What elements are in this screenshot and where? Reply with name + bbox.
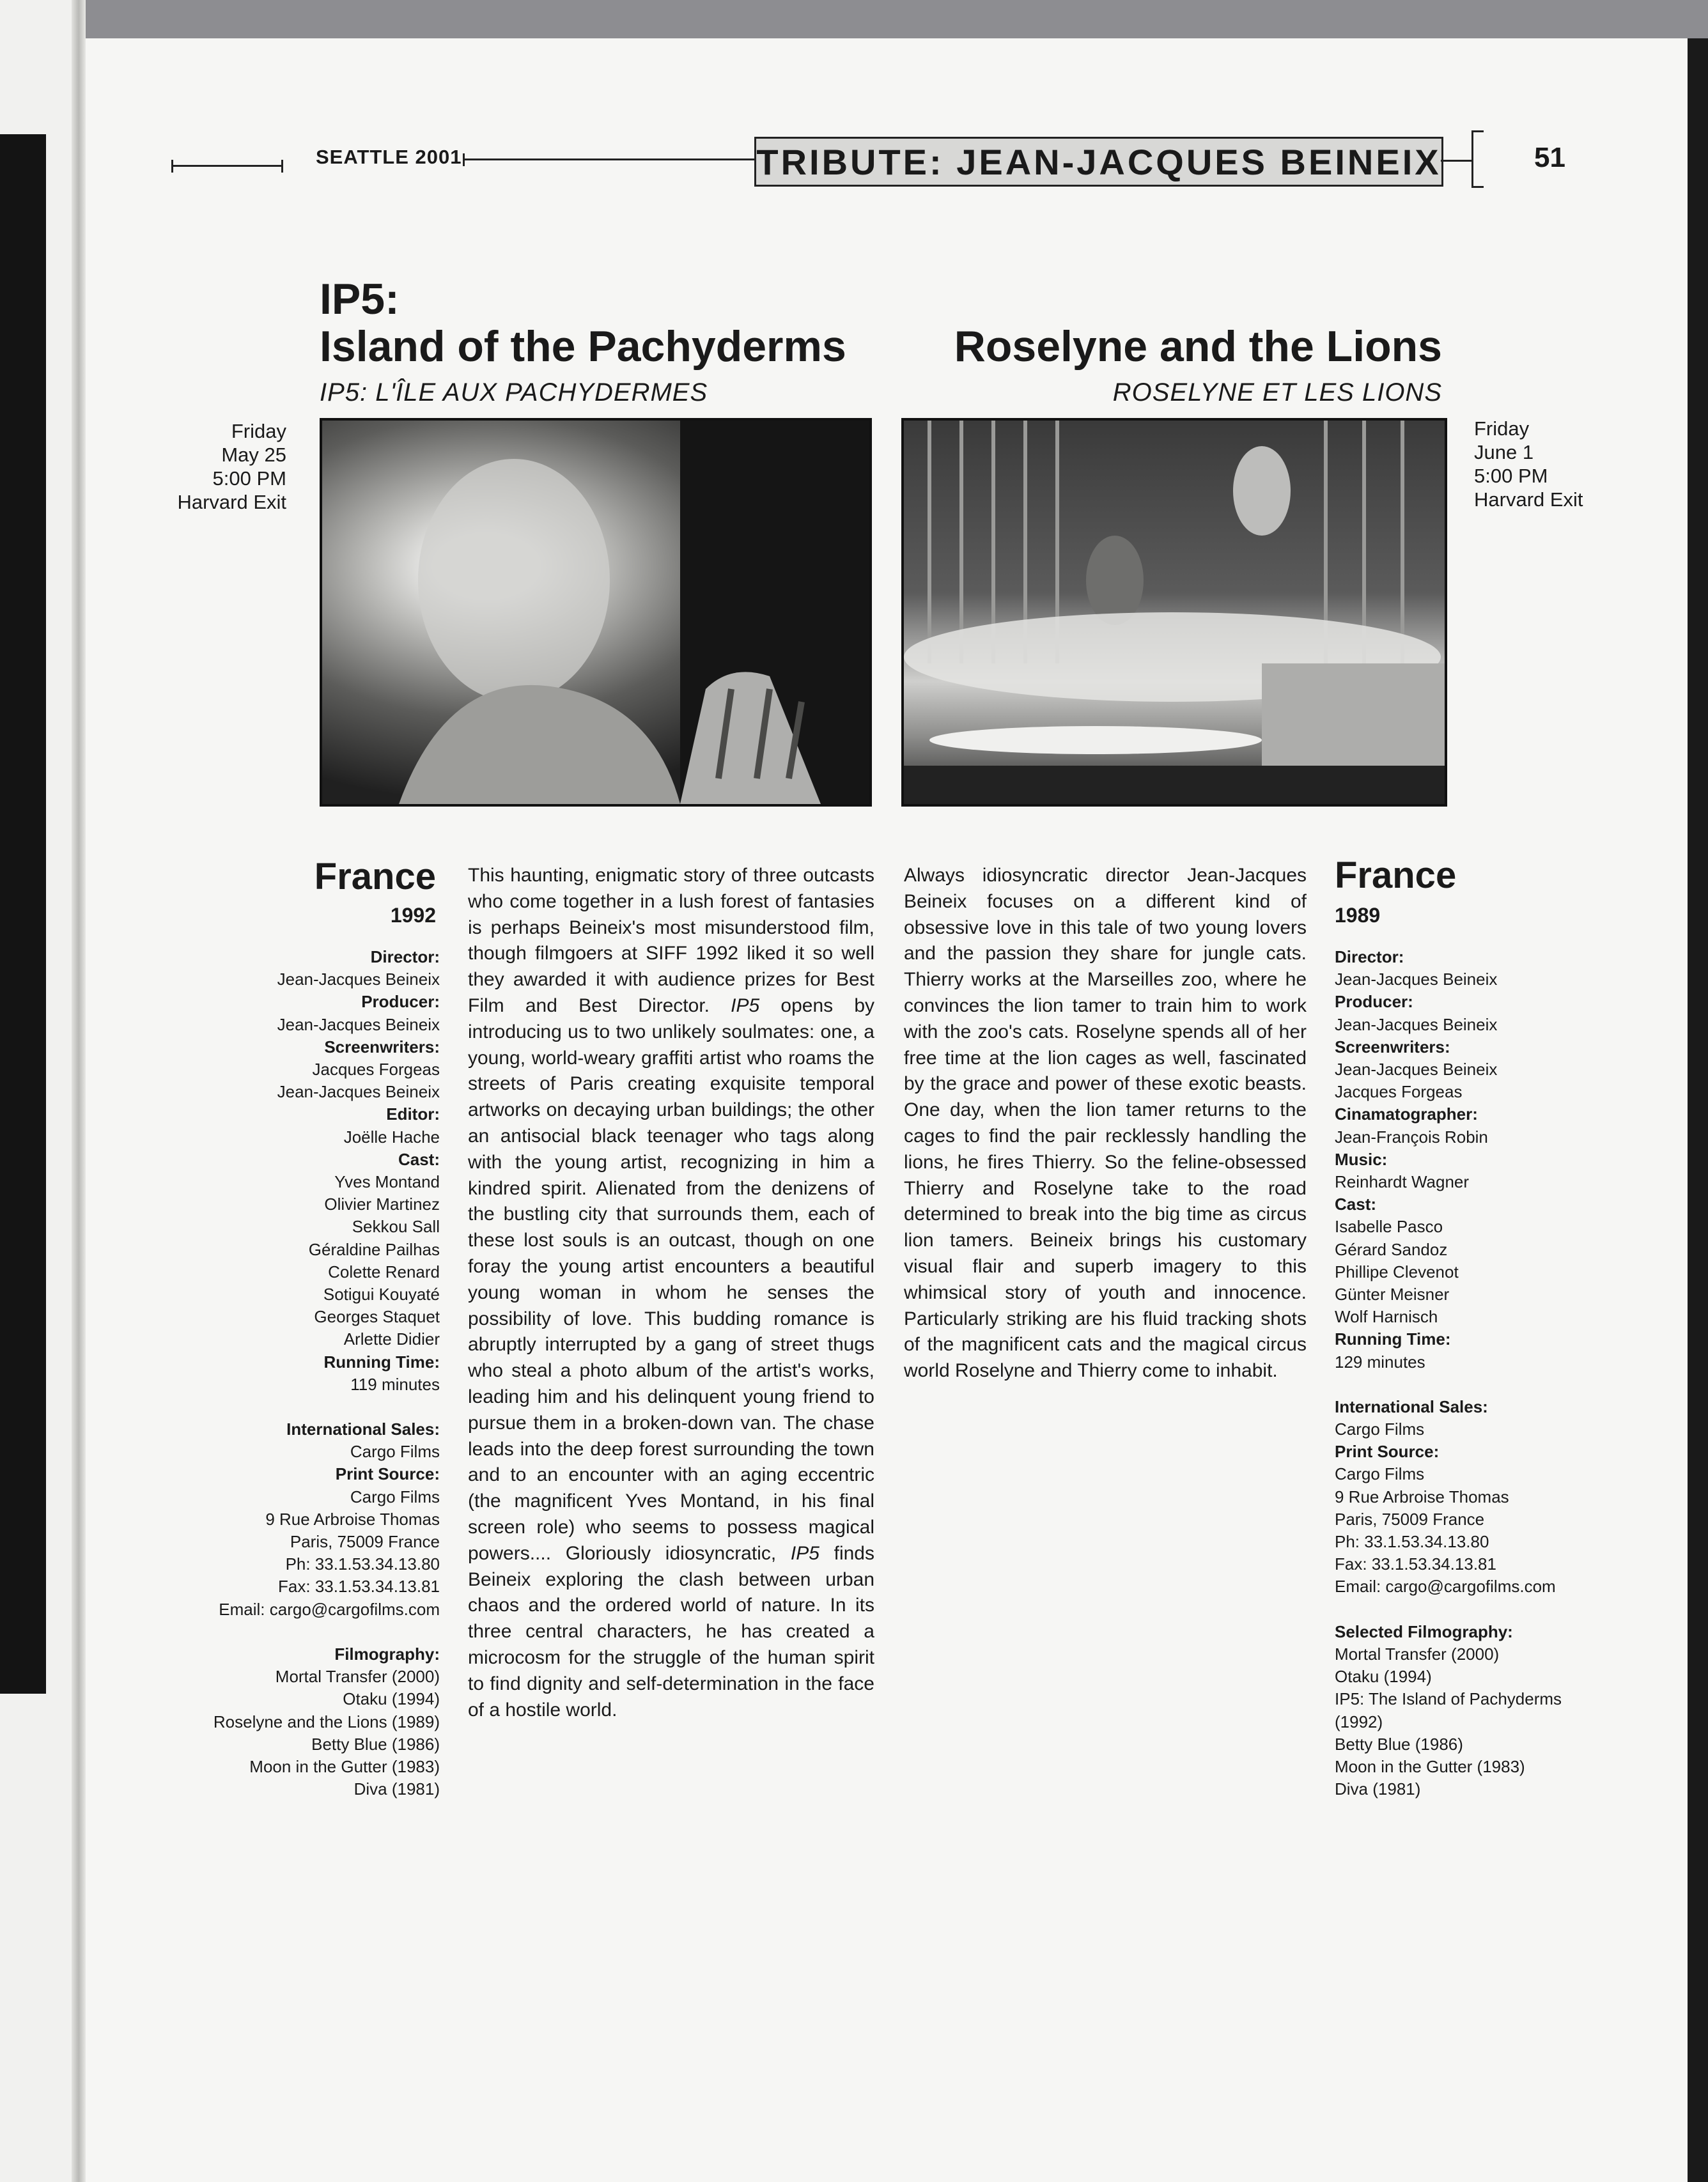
synopsis-text: This haunting, enigmatic story of three outcasts who come together in a lush forest of fantasies is perhaps Beineix's most misunderstood film, though filmgoers at SIFF 1992 liked it so well they awarded it with audience prizes for Best Film and Best Director.: [468, 865, 874, 1016]
film-still-illustration: [322, 421, 869, 804]
credit-value: Email: cargo@cargofilms.com: [1335, 1577, 1556, 1597]
header-tick: [171, 160, 173, 173]
credit-label: Screenwriters:: [1335, 1037, 1450, 1056]
credit-label: Cinamatographer:: [1335, 1104, 1478, 1124]
credit-label: International Sales:: [286, 1420, 440, 1439]
credit-label: Print Source:: [1335, 1442, 1440, 1462]
credit-value: Cargo Films: [1335, 1420, 1425, 1439]
credit-value: Otaku (1994): [343, 1689, 440, 1709]
credit-value: Jacques Forgeas: [312, 1060, 440, 1079]
credit-value: 119 minutes: [350, 1374, 440, 1394]
credit-value: Gérard Sandoz: [1335, 1239, 1448, 1259]
credit-value: Jean-François Robin: [1335, 1127, 1488, 1147]
credit-value: Colette Renard: [328, 1262, 440, 1281]
film-credits: [214, 946, 440, 1800]
credit-value: Email: cargo@cargofilms.com: [219, 1599, 440, 1619]
header-tick: [463, 153, 465, 166]
credit-value: Betty Blue (1986): [1335, 1734, 1463, 1754]
credit-value: Georges Staquet: [314, 1307, 440, 1327]
credit-label: Selected Filmography:: [1335, 1621, 1513, 1641]
schedule-date: June 1: [1474, 441, 1534, 463]
header-tick: [281, 160, 283, 173]
credit-value: Jean-Jacques Beineix: [1335, 1014, 1498, 1034]
credit-value: Jean-Jacques Beineix: [1335, 970, 1498, 989]
credit-label: International Sales:: [1335, 1397, 1488, 1416]
synopsis-film-title: IP5: [731, 994, 760, 1016]
credit-value: Moon in the Gutter (1983): [249, 1756, 440, 1776]
credit-value: Günter Meisner: [1335, 1285, 1450, 1304]
film-title-line2: Island of the Pachyderms: [320, 322, 846, 371]
facing-page-dark-strip: [0, 134, 46, 1694]
credit-value: Jean-Jacques Beineix: [277, 1082, 440, 1102]
synopsis-text: finds Beineix exploring the clash between urban chaos and the ordered world of nature. In its three central characters, he has created a microcosm for the struggle of the human spirit to find dignity and self-determination in the face of a hostile world.: [468, 1542, 874, 1721]
credit-value: Otaku (1994): [1335, 1667, 1432, 1687]
credit-label: Screenwriters:: [324, 1037, 440, 1056]
credit-value: Diva (1981): [1335, 1779, 1421, 1799]
credit-label: Editor:: [386, 1104, 440, 1124]
credit-value: Diva (1981): [353, 1779, 440, 1799]
schedule-venue: Harvard Exit: [1474, 488, 1583, 511]
film-country: France: [1335, 855, 1457, 896]
header-rule-right: [1441, 160, 1471, 162]
credit-value: Cargo Films: [350, 1487, 440, 1506]
credit-label: Director:: [370, 947, 440, 966]
schedule-day: Friday: [231, 420, 286, 442]
credit-value: 9 Rue Arbroise Thomas: [265, 1509, 440, 1529]
synopsis-text: opens by introducing us to two unlikely soulmates: one, a young, world-weary graffiti artist who roams the streets of Paris creating exquisite temporal artworks on decaying urban buildings; the other an antisocial black teenager who tags along with the young artist, recognizing in him a kindred spirit. Alienated from the denizens of the bustling city that surrounds them, each of these lost souls is an outcast, though on one foray the young artist encounters a beautiful young woman in whom he senses the possibility of love. This budding romance is abruptly interrupted by a gang of street thugs who steal a photo album of the artist's works, leading him and his delinquent young friend to pursue them in a broken-down van. The chase leads into the deep forest surrounding the town and to an encounter with an aging eccentric (the magnificent Yves Montand, in his final screen role) who seems to possess magical powers.... Gloriously idiosyncratic,: [468, 994, 874, 1564]
credit-label: Producer:: [361, 992, 440, 1012]
credit-label: Running Time:: [1335, 1329, 1451, 1349]
page-number: 51: [1534, 142, 1565, 173]
credit-value: Mortal Transfer (2000): [1335, 1644, 1500, 1664]
film-original-title: ROSELYNE ET LES LIONS: [1112, 378, 1442, 406]
credit-value: Fax: 33.1.53.34.13.81: [278, 1577, 440, 1597]
film-credits: [1335, 946, 1562, 1800]
credit-value: 129 minutes: [1335, 1352, 1425, 1372]
schedule-date: May 25: [221, 444, 286, 466]
credit-value: Phillipe Clevenot: [1335, 1262, 1459, 1281]
credit-label: Music:: [1335, 1149, 1388, 1169]
schedule-day: Friday: [1474, 417, 1530, 440]
credit-value: (1992): [1335, 1712, 1383, 1731]
film-original-title: IP5: L'ÎLE AUX PACHYDERMES: [320, 378, 708, 406]
schedule-time: 5:00 PM: [1474, 465, 1548, 487]
credit-value: Reinhardt Wagner: [1335, 1172, 1470, 1192]
credit-spacer: [214, 1621, 440, 1643]
credit-label: Print Source:: [335, 1464, 440, 1484]
header-rule-mid: [463, 159, 754, 160]
synopsis-film-title: IP5: [790, 1542, 819, 1564]
credit-value: Jean-Jacques Beineix: [277, 970, 440, 989]
credit-value: Ph: 33.1.53.34.13.80: [1335, 1532, 1489, 1552]
credit-label: Cast:: [1335, 1195, 1377, 1214]
credit-value: Cargo Films: [350, 1442, 440, 1462]
credit-label: Director:: [1335, 947, 1404, 966]
film-year: 1992: [390, 904, 436, 927]
credit-value: Arlette Didier: [343, 1329, 440, 1349]
credit-value: Sekkou Sall: [352, 1217, 440, 1237]
credit-value: Mortal Transfer (2000): [275, 1667, 440, 1687]
header-bracket: [1471, 130, 1484, 188]
schedule-venue: Harvard Exit: [177, 491, 286, 513]
film-still-photo: [901, 418, 1447, 807]
credit-spacer: [1335, 1598, 1562, 1621]
film-synopsis: [904, 863, 1307, 1384]
screening-schedule: [1474, 417, 1583, 511]
film-synopsis: [468, 863, 874, 1723]
credit-label: Filmography:: [334, 1644, 440, 1664]
credit-value: Olivier Martinez: [324, 1195, 440, 1214]
credit-value: Fax: 33.1.53.34.13.81: [1335, 1554, 1496, 1574]
film-title-line1: IP5:: [320, 275, 400, 323]
credit-value: Jean-Jacques Beineix: [277, 1014, 440, 1034]
credit-value: Jacques Forgeas: [1335, 1082, 1463, 1102]
screening-schedule: [177, 419, 286, 514]
credit-value: Ph: 33.1.53.34.13.80: [285, 1554, 440, 1574]
film-title-line1: Roselyne and the Lions: [954, 322, 1442, 371]
credit-value: Isabelle Pasco: [1335, 1217, 1443, 1237]
credit-value: Joëlle Hache: [343, 1127, 440, 1147]
credit-spacer: [1335, 1373, 1562, 1396]
credit-value: Paris, 75009 France: [290, 1532, 440, 1552]
credit-label: Running Time:: [323, 1352, 440, 1372]
film-year: 1989: [1335, 904, 1381, 927]
header-issue: SEATTLE 2001: [316, 146, 462, 168]
film-still-illustration: [904, 421, 1445, 804]
book-spine: [72, 0, 86, 2182]
synopsis-text: Always idiosyncratic director Jean-Jacques Beineix focuses on a different kind of obsessive love in this tale of two young lovers and the passion they share for jungle cats. Thierry works at the Marseilles zoo, where he convinces the lion tamer to train him to work with the zoo's cats. Roselyne spends all of her free time at the lion cages as well, fascinated by the grace and power of these exotic beasts. One day, when the lion tamer returns to the cages to find the pair recklessly handling the lions, he fires Thierry. So the feline-obsessed Thierry and Roselyne take to the road determined to break into the big time as circus lion tamers. Beineix brings his customary visual flair and superb imagery to this whimsical story of youth and innocence. Particularly striking are his fluid tracking shots of the magnificent cats and the magical circus world Roselyne and Thierry come to inhabit.: [904, 865, 1307, 1382]
film-country: France: [314, 856, 436, 897]
credit-value: Jean-Jacques Beineix: [1335, 1060, 1498, 1079]
credit-value: Sotigui Kouyaté: [323, 1285, 440, 1304]
film-still-photo: [320, 418, 872, 807]
header-rule-left: [171, 165, 281, 167]
credit-value: Yves Montand: [334, 1172, 440, 1192]
credit-value: Wolf Harnisch: [1335, 1307, 1438, 1327]
credit-label: Cast:: [398, 1149, 440, 1169]
credit-spacer: [214, 1396, 440, 1418]
credit-value: Moon in the Gutter (1983): [1335, 1756, 1525, 1776]
credit-label: Producer:: [1335, 992, 1413, 1012]
section-title: TRIBUTE: JEAN-JACQUES BEINEIX: [754, 137, 1443, 187]
credit-value: 9 Rue Arbroise Thomas: [1335, 1487, 1509, 1506]
scan-edge: [1688, 38, 1708, 2182]
credit-value: Roselyne and the Lions (1989): [213, 1712, 440, 1731]
credit-value: IP5: The Island of Pachyderms: [1335, 1689, 1562, 1709]
credit-value: Paris, 75009 France: [1335, 1509, 1485, 1529]
credit-value: Cargo Films: [1335, 1464, 1425, 1484]
schedule-time: 5:00 PM: [212, 467, 286, 490]
credit-value: Géraldine Pailhas: [308, 1239, 440, 1259]
credit-value: Betty Blue (1986): [311, 1734, 440, 1754]
